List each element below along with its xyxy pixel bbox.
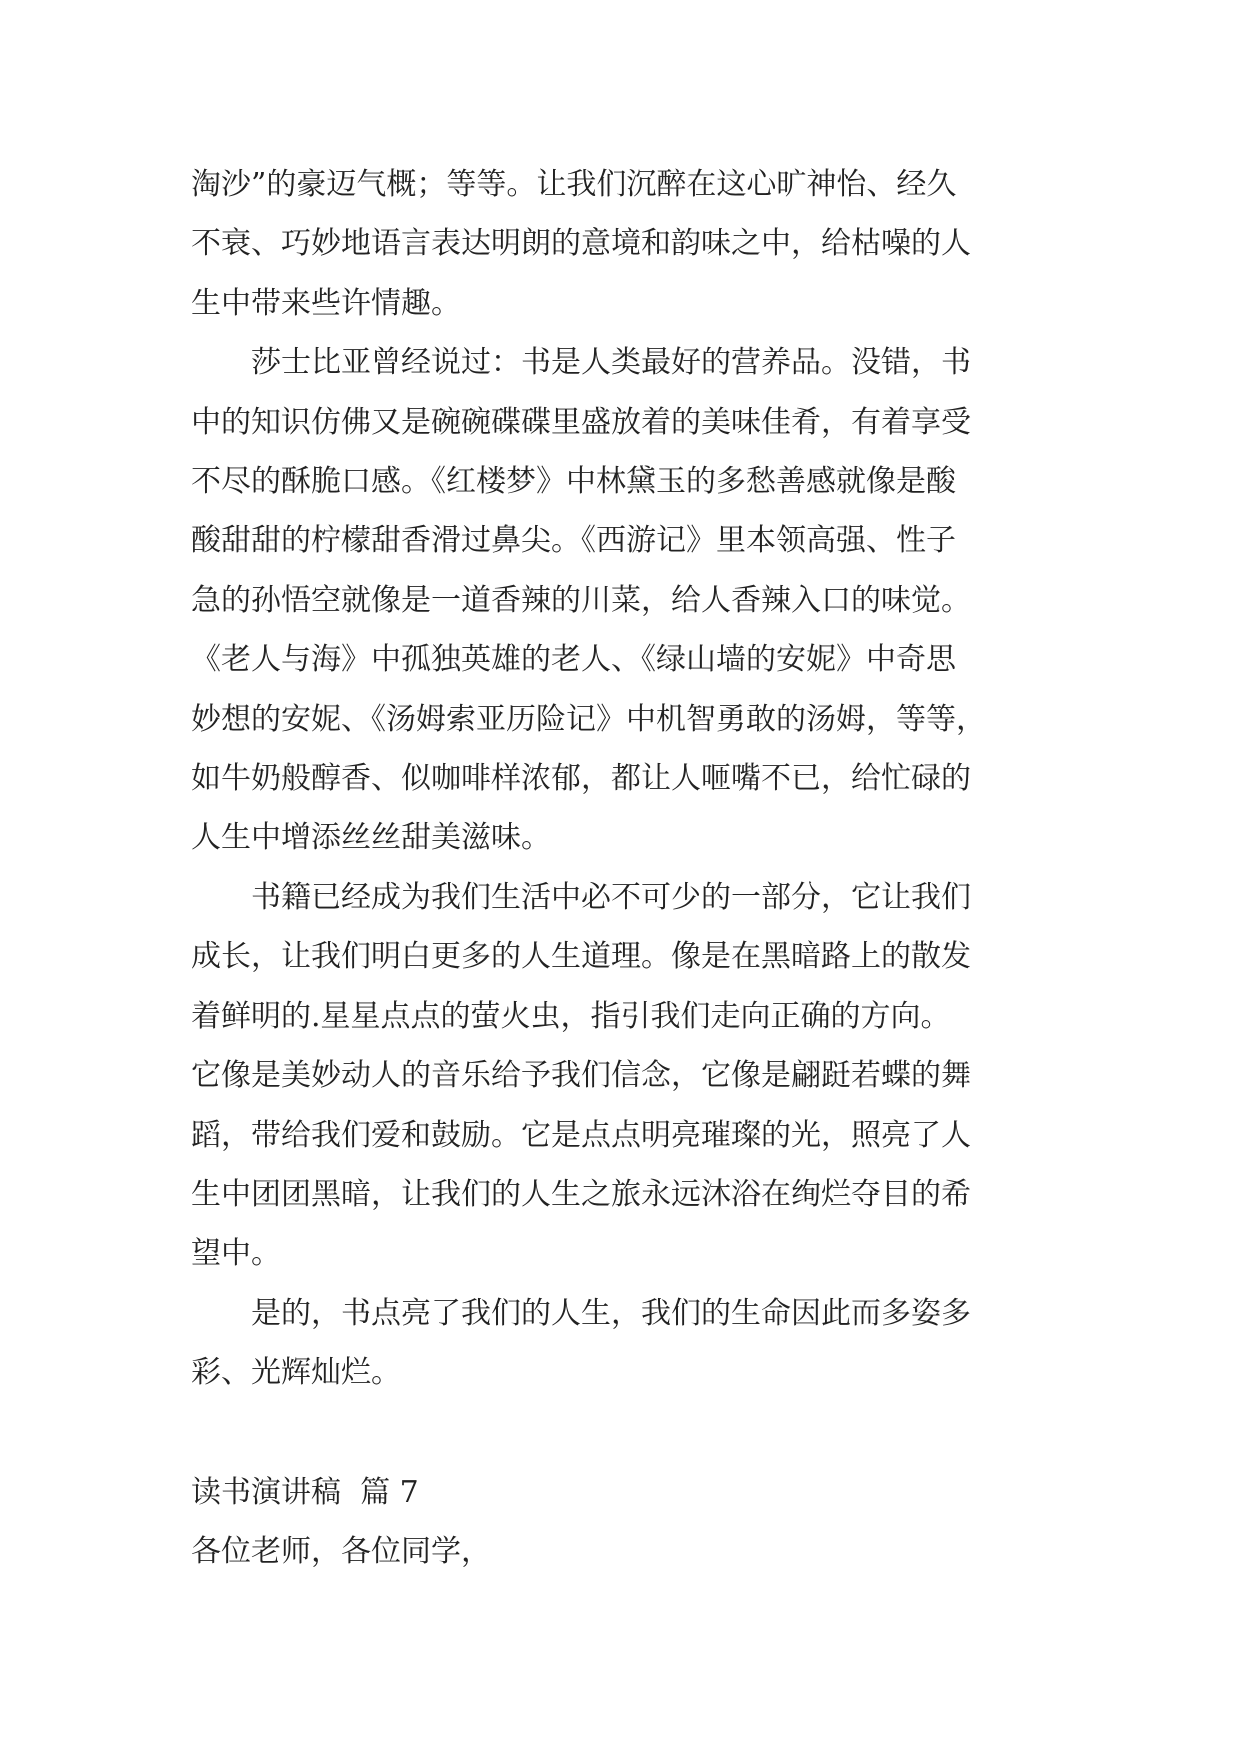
document-body — [191, 155, 1051, 1581]
paragraph-books-growth: 书籍已经成为我们生活中必不可少的一部分，它让我们 成长，让我们明白更多的人生道理。像是在黑暗路上的散发 着鲜明的.星星点点的萤火虫，指引我们走向正确的方向。 它像是美妙动人的音乐给予我们信念，它像是翩跹若蝶的舞 蹈，带给我们爱和鼓励。它是点点明亮璀璨的光，照亮了人 生中团团黑暗，让我们的人生之旅永远沐浴在绚烂夺目的希 望中。 — [191, 879, 971, 1272]
section-heading: 读书演讲稿 篇 7 — [191, 1474, 419, 1510]
salutation-line: 各位老师，各位同学， — [191, 1533, 491, 1569]
paragraph-continuation: 淘沙”的豪迈气概；等等。让我们沉醉在这心旷神怡、经久 不衰、巧妙地语言表达明朗的意境和韵味之中，给枯噪的人 生中带来些许情趣。 — [191, 167, 971, 321]
paragraph-conclusion: 是的，书点亮了我们的人生，我们的生命因此而多姿多 彩、光辉灿烂。 — [191, 1295, 971, 1391]
paragraph-shakespeare: 莎士比亚曾经说过：书是人类最好的营养品。没错，书 中的知识仿佛又是碗碗碟碟里盛放着的美味佳肴，有着享受 不尽的酥脆口感。《红楼梦》中林黛玉的多愁善感就像是酸 酸甜甜的柠檬甜香滑过鼻尖。《西游记》里本领高强、性子 急的孙悟空就像是一道香辣的川菜，给人香辣入口的味觉。 《老人与海》中孤独英雄的老人、《绿山墙的安妮》中奇思 妙想的安妮、《汤姆索亚历险记》中机智勇敢的汤姆，等等， 如牛奶般醇香、似咖啡样浓郁，都让人咂嘴不已，给忙碌的 人生中增添丝丝甜美滋味。 — [191, 345, 986, 856]
